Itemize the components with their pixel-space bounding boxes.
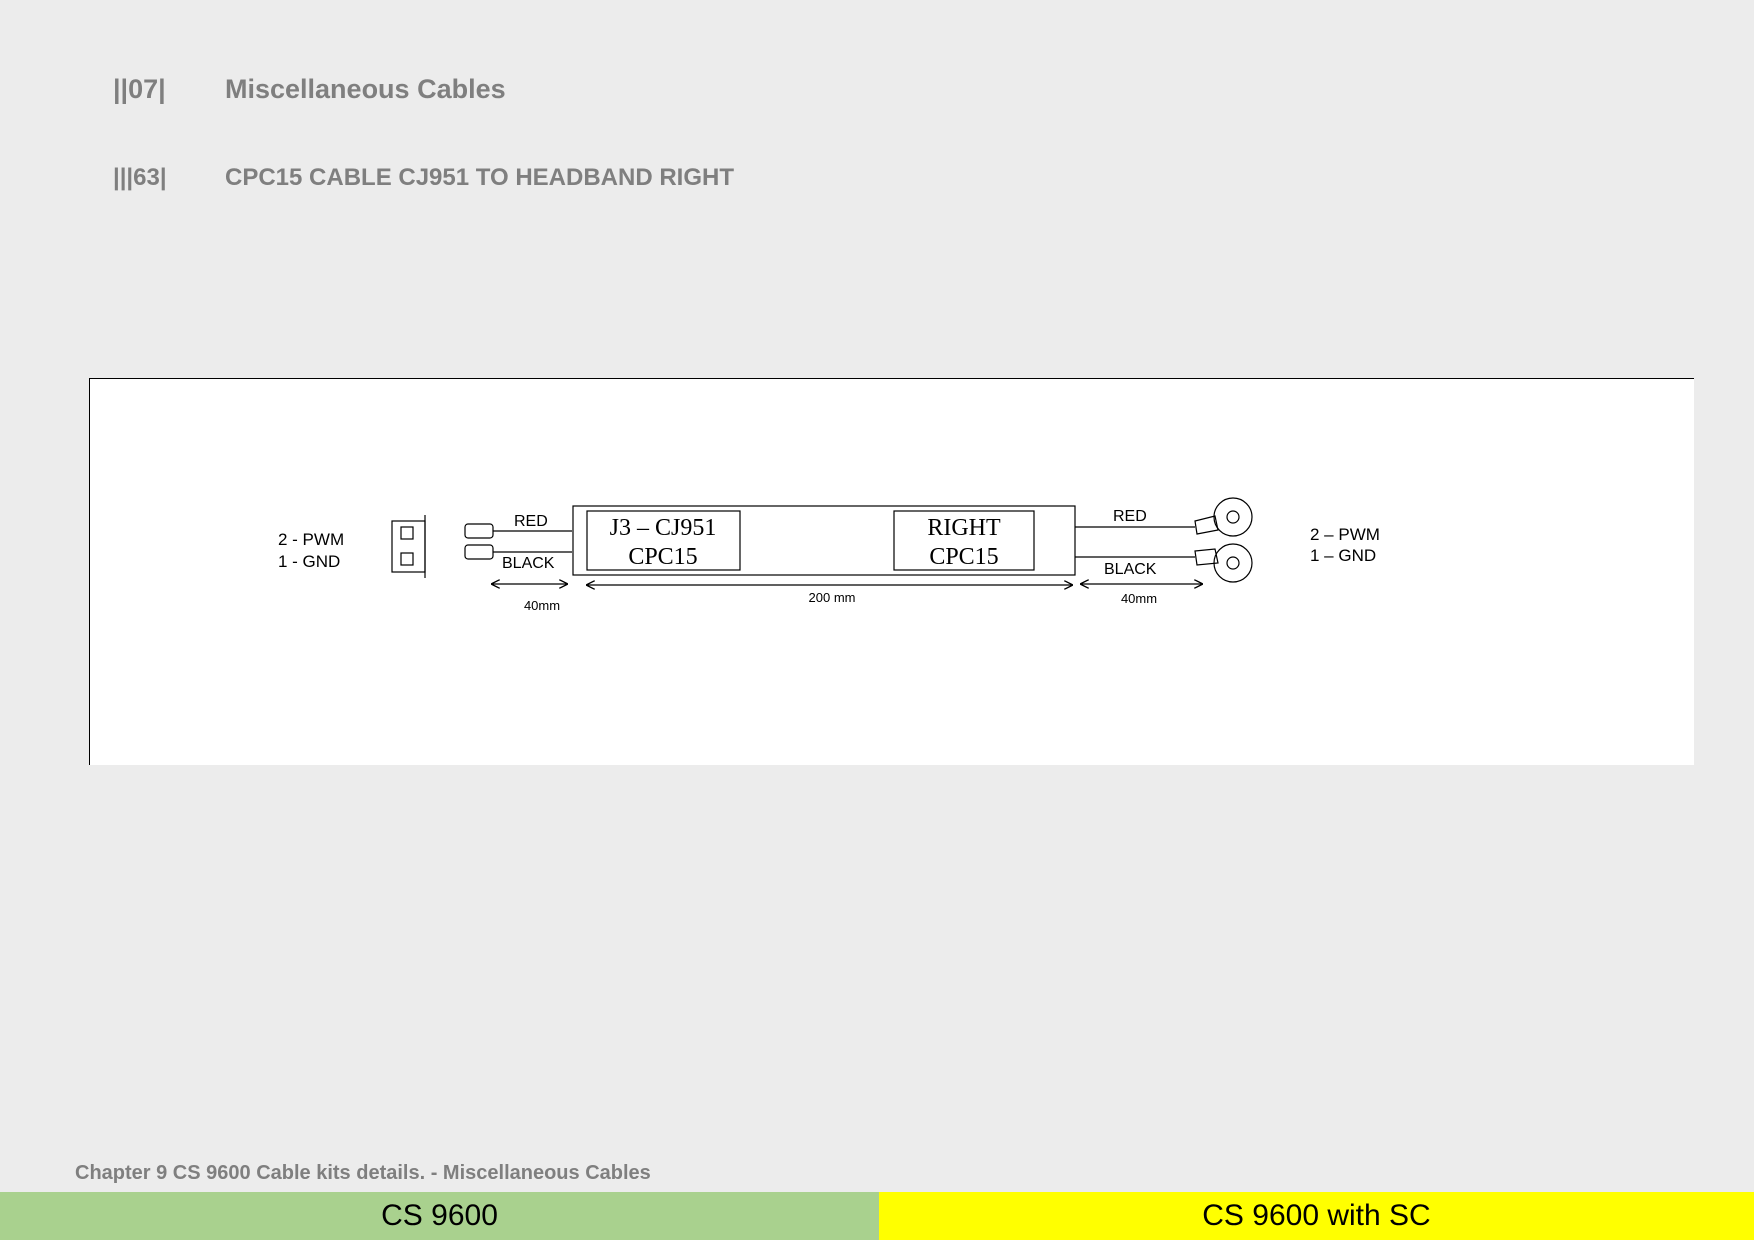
label-right-line2: CPC15 — [929, 544, 999, 570]
wire-red-left: RED — [514, 513, 548, 530]
wire-black-left: BLACK — [502, 555, 555, 572]
dim-label-right: 40mm — [1120, 591, 1158, 606]
model-bar-cs9600-sc — [879, 1192, 1754, 1240]
dim-label-middle: 200 mm — [808, 590, 856, 605]
chapter-footer: Chapter 9 CS 9600 Cable kits details. - Miscellaneous Cables — [75, 1162, 651, 1184]
model-label-cs9600: CS 9600 — [381, 1199, 498, 1232]
section-title: Miscellaneous Cables — [225, 74, 506, 104]
wire-black-right: BLACK — [1104, 561, 1157, 578]
left-connector — [392, 515, 425, 578]
label-left-line1: J3 – CJ951 — [609, 515, 717, 541]
right-pin-gnd: 1 – GND — [1310, 546, 1377, 565]
subsection-number: |||63| — [113, 164, 167, 191]
left-pin-gnd: 1 - GND — [278, 552, 341, 571]
dim-label-left: 40mm — [523, 598, 561, 613]
label-right-line1: RIGHT — [927, 515, 1001, 541]
model-bar-cs9600 — [0, 1192, 879, 1240]
model-label-cs9600-sc: CS 9600 with SC — [1202, 1199, 1431, 1232]
subsection-title: CPC15 CABLE CJ951 TO HEADBAND RIGHT — [225, 164, 734, 191]
right-wires — [1075, 527, 1195, 557]
cable-diagram — [89, 378, 1694, 765]
left-pin-pwm: 2 - PWM — [278, 530, 345, 549]
right-pin-pwm: 2 – PWM — [1310, 525, 1380, 544]
label-left-line2: CPC15 — [628, 544, 698, 570]
wire-red-right: RED — [1113, 508, 1147, 525]
section-number: ||07| — [113, 74, 166, 104]
ring-terminal-black — [1195, 544, 1252, 582]
ring-terminal-red — [1195, 498, 1252, 536]
